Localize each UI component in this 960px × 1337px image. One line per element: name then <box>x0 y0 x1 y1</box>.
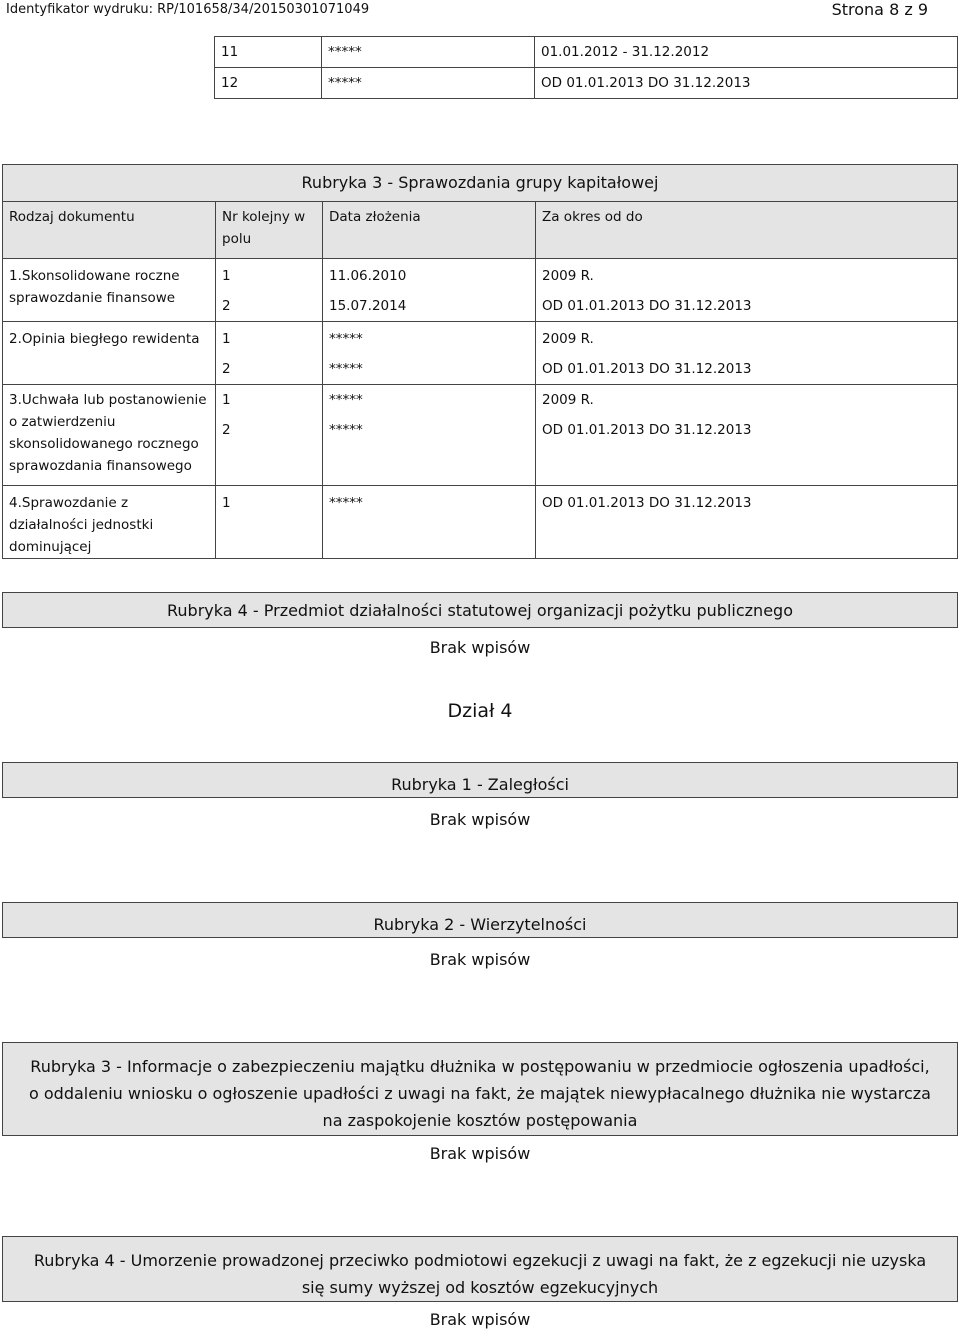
nr-cell: 12 <box>215 68 322 99</box>
table-row <box>215 37 958 68</box>
doc-type-cell: 1.Skonsolidowane roczne sprawozdanie finansowe <box>3 259 216 322</box>
col-header: Nr kolejny w polu <box>216 202 323 259</box>
table-row <box>3 385 958 486</box>
rubryka3-info-title: Rubryka 3 - Informacje o zabezpieczeniu majątku dłużnika w postępowaniu w przedmiocie ogłoszenia upadłości, o oddaleniu wniosku o ogłoszenie upadłości z uwagi na fakt, że majątek niewypłacalnego dłużnika nie wystarcza na zaspokojenie kosztów postępowania <box>2 1042 958 1136</box>
rubryka2-title: Rubryka 2 - Wierzytelności <box>2 902 958 938</box>
rubryka4-umorzenie-title: Rubryka 4 - Umorzenie prowadzonej przeciwko podmiotowi egzekucji z uwagi na fakt, że z egzekucji nie uzyska się sumy wyższej od kosztów egzekucyjnych <box>2 1236 958 1302</box>
table-row <box>3 259 958 322</box>
empty-notice: Brak wpisów <box>429 1310 531 1329</box>
col-header: Za okres od do <box>536 202 958 259</box>
date-cell: ***** ***** <box>323 322 536 385</box>
print-identifier: Identyfikator wydruku: RP/101658/34/20150301071049 <box>6 2 370 17</box>
table-row <box>215 68 958 99</box>
nr-cell: 1 2 <box>216 385 323 486</box>
period-cell: OD 01.01.2013 DO 31.12.2013 <box>536 486 958 559</box>
date-cell: ***** ***** <box>323 385 536 486</box>
doc-type-cell: 3.Uchwała lub postanowienie o zatwierdzeniu skonsolidowanego rocznego sprawozdania finansowego <box>3 385 216 486</box>
empty-notice: Brak wpisów <box>429 638 531 657</box>
date-cell: ***** <box>322 37 535 68</box>
period-cell: 01.01.2012 - 31.12.2012 <box>535 37 958 68</box>
col-header: Data złożenia <box>323 202 536 259</box>
table-row <box>3 486 958 559</box>
section-title: Dział 4 <box>447 700 513 722</box>
rubryka3-table <box>2 164 958 559</box>
period-cell: OD 01.01.2013 DO 31.12.2013 <box>535 68 958 99</box>
doc-type-cell: 2.Opinia biegłego rewidenta <box>3 322 216 385</box>
nr-cell: 11 <box>215 37 322 68</box>
empty-notice: Brak wpisów <box>429 950 531 969</box>
nr-cell: 1 2 <box>216 322 323 385</box>
date-cell: 11.06.2010 15.07.2014 <box>323 259 536 322</box>
rubryka4-title: Rubryka 4 - Przedmiot działalności statutowej organizacji pożytku publicznego <box>2 592 958 628</box>
date-cell: ***** <box>322 68 535 99</box>
nr-cell: 1 2 <box>216 259 323 322</box>
col-header: Rodzaj dokumentu <box>3 202 216 259</box>
period-cell: 2009 R. OD 01.01.2013 DO 31.12.2013 <box>536 322 958 385</box>
empty-notice: Brak wpisów <box>429 1144 531 1163</box>
period-cell: 2009 R. OD 01.01.2013 DO 31.12.2013 <box>536 385 958 486</box>
doc-type-cell: 4.Sprawozdanie z działalności jednostki dominującej <box>3 486 216 559</box>
period-cell: 2009 R. OD 01.01.2013 DO 31.12.2013 <box>536 259 958 322</box>
page-number: Strona 8 z 9 <box>831 0 928 19</box>
rubryka3-title: Rubryka 3 - Sprawozdania grupy kapitałowej <box>3 165 958 202</box>
date-cell: ***** <box>323 486 536 559</box>
continuation-table <box>214 36 958 99</box>
empty-notice: Brak wpisów <box>429 810 531 829</box>
rubryka1-title: Rubryka 1 - Zaległości <box>2 762 958 798</box>
table-row <box>3 322 958 385</box>
nr-cell: 1 <box>216 486 323 559</box>
